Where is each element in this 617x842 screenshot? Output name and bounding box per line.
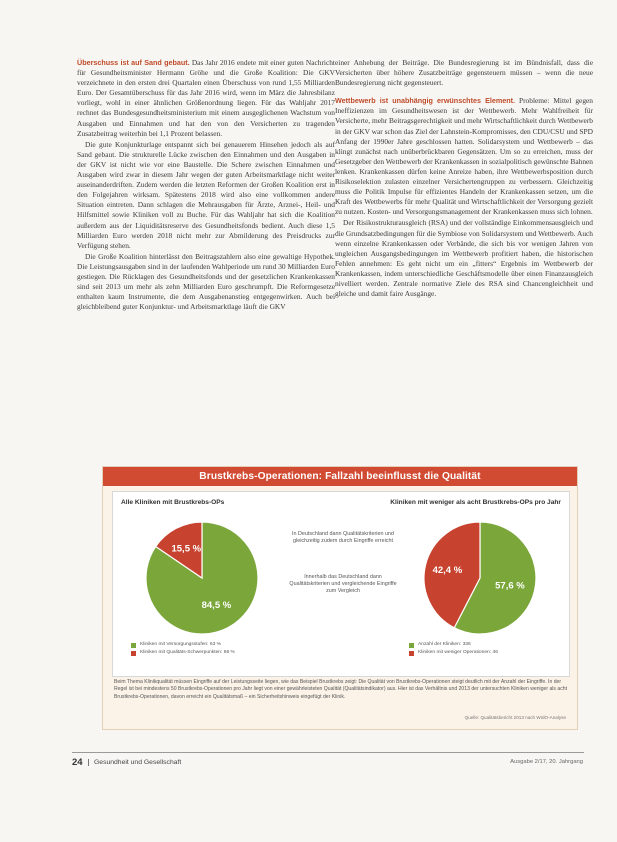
paragraph-1 [77, 58, 335, 139]
lead-in-2: Wettbewerb ist unabhängig erwünschtes Element. [335, 96, 516, 106]
legend-text: Kliniken mit Qualitäts-Schwerpunkten: 66 % [140, 650, 235, 655]
paragraph-text: Das Jahr 2016 endete mit einer guten Nachricht für Gesundheitsminister Hermann Gröhe und die Große Koalition: Die GKV verzeichnete in den ersten drei Quartalen einen Überschuss von rund 1,55 Milliarden Euro. Der Gesamtüberschuss für das Jahr 2016 wird, wenn im März die Jahresbilanz vorliegt, wohl in einer ähnlichen Größenordnung liegen. Für das Wahljahr 2017 rechnet das Bundesgesundheitsministerium mit einem ausgeglichenen Wachstum von Ausgaben und Einnahmen und hat den von den Versicherten zu tragenden Zusatzbeitrag weiterhin bei 1,1 Prozent belassen. [77, 58, 335, 138]
annotation-bottom: Innerhalb das Deutschland dann Qualitätskriterien und vergleichende Eingriffe zum Vergleich [289, 574, 397, 594]
paragraph-text: Der Risikostrukturausgleich (RSA) und der vollständige Einkommensausgleich und die Grundsatzbedingungen für die Symbiose von Solidarsystem und Wettbewerb. Auch wenn einzelne Krankenkassen oder Verbände, die sich bis vor wenigen Jahren von ungleichen Ausgangsbedingungen im Wettbewerb profitiert haben, die historischen Fehlen annehmen: Es geht nicht um ein „fitters“ Ergebnis im Wettbewerb der Krankenkassen, indem unterschiedliche Geschäftsmodelle über einen Finanzausgleich nivelliert werden. Zentrale normative Ziele des RSA sind Chancengleichheit und gleiche und damit faire Ausgänge. [335, 218, 593, 299]
paragraph-text: einer Anhebung der Beiträge. Die Bundesregierung ist im Bündnisfall, dass die Versicherten über höhere Zusatzbeiträge gegensteuern müssen – wenn die neue Bundesregierung nicht gegensteuert. [335, 58, 593, 88]
article-column-left [77, 58, 335, 312]
paragraph-2 [77, 140, 335, 251]
left-legend [131, 641, 266, 657]
paragraph-text: Die gute Konjunkturlage entspannt sich bei genauerem Hinsehen jedoch als auf Sand gebaut. Die strukturelle Lücke zwischen den Einnahmen und den Ausgaben in der GKV ist nicht wie vor eine Baustelle. Die Schere zwischen Einnahmen und Ausgaben wird zwar in diesem Jahr wegen der guten Arbeitsmarktlage nicht weiter auseinanderdriften. Zudem werden die letzten Reformen der Großen Koalition erst in den Folgejahren wirksam. Spätestens 2018 wird also eine vollkommen andere Situation eintreten. Dann schlagen die Mehrausgaben für Ärzte, Arznei-, Heil- und Hilfsmittel sowie Kliniken voll zu Buche. Für das Wahljahr hat sich die Koalition außerdem aus der Liquiditätsreserve des Gesundheitsfonds bedient. Auch diese 1,5 Milliarden Euro werden 2018 nicht mehr zur Abmilderung des Preisdrucks zur Verfügung stehen. [77, 139, 335, 250]
pie-data-label: 84,5 % [201, 600, 232, 612]
infographic-caption: Beim Thema Klinikqualität müssen Eingriffe auf der Leistungsseite liegen, wie das Beispiel Brustkrebs zeigt: Die Qualität von Brustkrebs-Operationen steigt deutlich mit der Anzahl der Eingriffe. In der Regel ist bei mindestens 50 Brustkrebs-Operationen pro Jahr liegt von einer gewährleisteten Qualität (Qualitätsindikator) aus. Hier ist das Verhältnis und 2013 der untersuchten Kliniken weniger als acht Brustkrebs-Operationen, davon erreicht ein Qualitätsmaß – ein Sicherheitshinweis eingefügt der Klinik. [114, 679, 568, 700]
infographic-title: Brustkrebs-Operationen: Fallzahl beeinflusst die Qualität [103, 467, 577, 486]
red-swatch [409, 651, 414, 656]
infographic-source: Quelle: Qualitätsbericht 2013 nach WIdO-Analyse [464, 715, 566, 720]
annotation-top: In Deutschland dann Qualitätskriterien und gleichzeitig zudem durch Eingriffe erreicht [292, 531, 394, 544]
legend-item [409, 641, 544, 649]
green-swatch [131, 643, 136, 648]
legend-text: Kliniken mit weniger Operationen: 46 [418, 650, 498, 655]
footer-divider [72, 752, 584, 753]
pie-chart-small-clinics [419, 517, 541, 639]
page-number: 24 [72, 757, 83, 768]
paragraph-text: Probleme: Mittel gegen Ineffizienzen im Gesundheitswesen ist der Wettbewerb. Mehr Wahlfreiheit für Versicherte, mehr Beitragsgerechtigkeit und mehr Wirtschaftlichkeit durch Wettbewerb in der GKV war schon das Ziel der Lahnstein-Kompromisses, den CDU/CSU und SPD Anfang der 1990er Jahre geschlossen hatten. Solidarsystem und Wettbewerb – das klingt zunächst nach unüberbrückbaren Gegensätzen. Um so zu erreichen, muss der Gesetzgeber den Wettbewerb der Krankenkassen in sozialpolitisch gewünschte Bahnen lenken. Krankenkassen dürfen keine Anreize haben, ihre Wettbewerbsposition durch Risikoselektion zulasten einzelner Versichertengruppen zu verbessern. Gleichzeitig muss die Politik Impulse für effizientes Handeln der Krankenkassen setzen, um die Kraft des Wettbewerbs für mehr Qualität und Wirtschaftlichkeit der Versorgung gezielt zu nutzen. Kosten- und Versorgungsmanagement der Krankenkassen muss sich lohnen. [335, 96, 593, 217]
lead-in-1: Überschuss ist auf Sand gebaut. [77, 58, 190, 67]
infographic-chart-area [112, 491, 570, 677]
legend-item [131, 649, 266, 657]
legend-item [131, 641, 266, 649]
paragraph-6 [335, 218, 593, 299]
paragraph-3 [77, 252, 335, 313]
legend-text: Anzahl der Kliniken: 336 [418, 642, 471, 647]
legend-item [409, 649, 544, 657]
issue-label: Ausgabe 2/17, 20. Jahrgang [510, 759, 583, 765]
red-swatch [131, 651, 136, 656]
right-pie-heading: Kliniken mit weniger als acht Brustkrebs-OPs pro Jahr [390, 499, 561, 506]
article-column-right [335, 58, 593, 299]
legend-text: Kliniken mit Versorgungsstufen: 63 % [140, 642, 222, 647]
infographic-box [102, 466, 578, 730]
pie-chart-all-clinics [141, 517, 263, 639]
paragraph-text: Die Große Koalition hinterlässt den Beitragszahlern also eine gewaltige Hypothek. Die Leistungsausgaben sind in der laufenden Wahlperiode um rund 30 Milliarden Euro gestiegen. Die Rücklagen des Gesundheitsfonds und der gesetzlichen Krankenkassen sind seit 2013 um mehr als zehn Milliarden Euro geschrumpft. Die Reformgesetze enthalten kaum Instrumente, die dem Ausgabenanstieg entgegenwirken. Auch bei gleichbleibend guter Konjunktur- und Arbeitsmarktlage läuft die GKV [77, 251, 335, 312]
pie-data-label: 42,4 % [432, 565, 463, 577]
green-swatch [409, 643, 414, 648]
right-legend [409, 641, 544, 657]
paragraph-5 [335, 96, 593, 217]
section-label: Gesundheit und Gesellschaft [88, 759, 181, 766]
left-pie-heading: Alle Kliniken mit Brustkrebs-OPs [121, 499, 225, 506]
pie-data-label: 15,5 % [171, 543, 202, 555]
paragraph-4 [335, 58, 593, 88]
pie-data-label: 57,6 % [495, 580, 525, 592]
